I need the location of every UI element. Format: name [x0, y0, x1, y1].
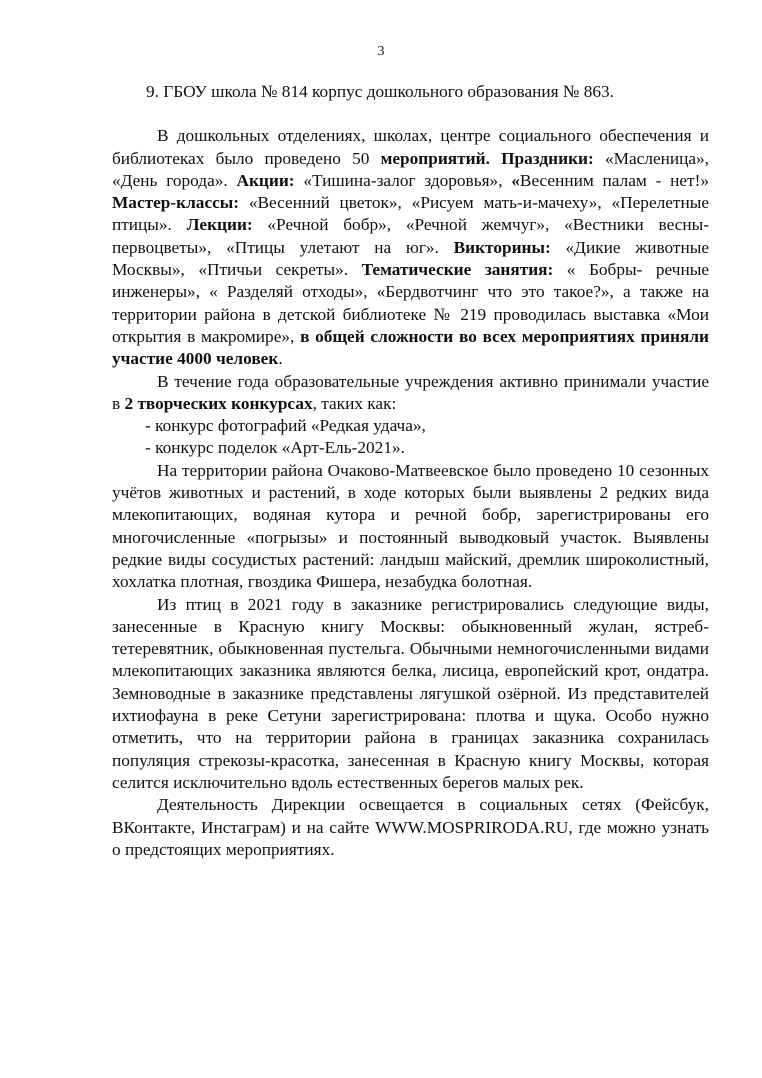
bold-events-label: мероприятий. Праздники: [380, 148, 594, 168]
page-number: 3 [377, 44, 385, 59]
paragraph-contests [112, 371, 709, 416]
paragraph-social-media: Деятельность Дирекции освещается в социальных сетях (Фейсбук, ВКонтакте, Инстаграм) и на сайте WWW.MOSPRIRODA.RU, где можно узнать о предстоящих мероприятиях. [112, 795, 709, 859]
bold-quote: « [511, 170, 520, 190]
text-run: «Дикие животные Москвы», «Птичьи секреты». [112, 237, 709, 280]
text-run: . [278, 349, 283, 369]
contest-list-item: - конкурс фотографий «Редкая удача», [145, 416, 426, 436]
document-body [112, 81, 709, 861]
text-run: «Весенний цветок», «Рисуем мать-и-мачеху», «Перелетные птицы». [112, 193, 709, 235]
bold-actions-label: Акции: [236, 170, 295, 190]
paragraph-birds: Из птиц в 2021 году в заказнике регистрировались следующие виды, занесенные в Красную книгу Москвы: обыкновенный жулан, ястреб-тетеревятник, обыкновенная пустельга. Обычными немногочисленными видами млекопитающих заказника являются белка, лисица, европейский крот, ондатра. Земноводные в заказнике представлены лягушкой озёрной. Из представителей ихтиофауна в реке Сетуни зарегистрирована: плотва и щука. Особо нужно отметить, что на территории района в границах заказника сохранилась популяция стрекозы-красотка, занесенная в Красную книгу Москвы, которая селится исключительно вдоль естественных берегов малых рек. [112, 594, 709, 792]
text-run: «Тишина-залог здоровья», [294, 170, 512, 190]
text-run: «Масленица», «День города». [112, 148, 710, 190]
text-run: В дошкольных отделениях, школах, центре социального обеспечения и библиотеках было проведено 50 [112, 126, 709, 168]
text-run: В течение года образовательные учреждения активно принимали участие в [112, 371, 709, 413]
paragraph-surveys: На территории района Очаково-Матвеевское было проведено 10 сезонных учётов животных и растений, в ходе которых были выявлены 2 редких вида млекопитающих, водяная кутора и речной бобр, зарегистрированы его многочисленные «погрызы» и постоянный выводковый участок. Выявлены редкие виды сосудистых растений: ландыш майский, дремлик широколистный, хохлатка плотная, гвоздика Фишера, незабудка болотная. [112, 460, 709, 592]
text-run: , таких как: [312, 393, 397, 413]
bold-lectures-label: Лекции: [186, 215, 253, 235]
text-run: Весенним палам - нет!» [519, 170, 709, 190]
list-item-school-9: 9. ГБОУ школа № 814 корпус дошкольного образования № 863. [146, 82, 614, 101]
text-run: «Речной бобр», «Речной жемчуг», «Вестники весны-первоцветы», «Птицы улетают на юг». [112, 215, 709, 257]
paragraph-events [112, 125, 709, 370]
bold-thematic-label: Тематические занятия: [361, 260, 554, 280]
bold-participants-total: в общей сложности во всех мероприятиях приняли участие 4000 человек [112, 326, 709, 369]
contest-list-item: - конкурс поделок «Арт-Ель-2021». [145, 438, 405, 458]
bold-contests-count: 2 творческих конкурсах [124, 393, 313, 413]
bold-quizzes-label: Викторины: [453, 237, 551, 257]
bold-masterclasses-label: Мастер-классы: [112, 193, 240, 213]
text-run: « Бобры- речные инженеры», « Разделяй отходы», «Бердвотчинг что это такое?», а также на территории района в детской библиотеке № 219 проводилась выставка «Мои открытия в макромире», [112, 260, 709, 346]
